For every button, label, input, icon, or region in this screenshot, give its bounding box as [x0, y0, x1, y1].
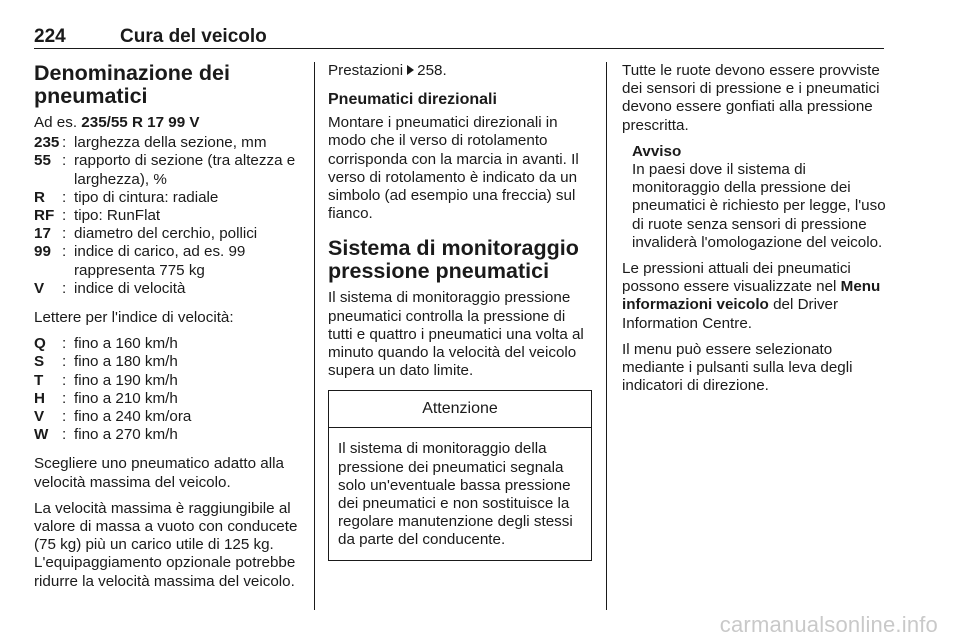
- paragraph-load-note: La velocità massima è raggiungibile al valore di massa a vuoto con conducete (75 kg) più un carico utile di 125 kg. L'equipaggiamento opzionale potrebbe ridurre la velocità massima del veicolo.: [34, 499, 298, 590]
- spec-separator: :: [62, 335, 67, 353]
- paragraph-directional: Montare i pneumatici direzionali in modo che il verso di rotolamento corrisponda con la marcia in avanti. Il verso di rotolamento è indicato da un simbolo (ad esempio una freccia) sul fianco.: [328, 114, 579, 223]
- paragraph-max-speed: Scegliere uno pneumatico adatto alla velocità massima del veicolo.: [34, 455, 284, 491]
- spec-key: 235: [34, 134, 60, 152]
- paragraph-pressures: [622, 260, 888, 333]
- column-divider: [606, 62, 607, 610]
- spec-key: RF: [34, 207, 55, 225]
- example-line: [34, 114, 300, 132]
- paragraph-menu-selection: Il menu può essere selezionato mediante i pulsanti sulla leva degli indicatori di direzione.: [622, 340, 853, 395]
- spec-key: V: [34, 408, 45, 426]
- notice-title: Avviso: [632, 142, 682, 160]
- paragraph-tpms: Il sistema di monitoraggio pressione pneumatici controlla la pressione di tutti e quattro i pneumatici una volta al minuto quando la velocità del veicolo supera un dato limite.: [328, 289, 584, 380]
- spec-key: S: [34, 353, 45, 371]
- chapter-title: Cura del veicolo: [120, 26, 267, 47]
- paragraph-sensors: Tutte le ruote devono essere provviste dei sensori di pressione e i pneumatici devono essere gonfiati alla pressione prescritta.: [622, 62, 880, 134]
- column-middle: [328, 62, 592, 561]
- spec-separator: :: [62, 152, 67, 170]
- performance-page-link[interactable]: 258.: [417, 62, 447, 79]
- spec-separator: :: [62, 207, 67, 225]
- spec-key: R: [34, 188, 45, 206]
- column-divider: [314, 62, 315, 610]
- spec-separator: :: [62, 389, 67, 407]
- spec-key: W: [34, 426, 49, 444]
- warning-text: Il sistema di monitoraggio della pressione dei pneumatici segnala solo un'eventuale bassa pressione dei pneumatici e non sostituisce la regolare manutenzione degli stessi da parte del conducente.: [338, 440, 573, 549]
- spec-row: [34, 152, 300, 188]
- spec-value: fino a 210 km/h: [74, 389, 178, 407]
- notice-box: [622, 143, 888, 252]
- column-right: [622, 62, 888, 403]
- speed-index-spec-list: [34, 335, 300, 444]
- spec-row: [34, 207, 300, 225]
- spec-value: tipo: RunFlat: [74, 207, 161, 225]
- spec-value: larghezza della sezione, mm: [74, 134, 267, 152]
- spec-row: [34, 225, 300, 243]
- spec-row: [34, 189, 300, 207]
- section-heading-tyre-designation: Denominazione dei pneumatici: [34, 61, 230, 108]
- tyre-size-spec-list: [34, 134, 300, 298]
- speed-index-intro: Lettere per l'indice di velocità:: [34, 309, 234, 327]
- spec-separator: :: [62, 134, 67, 152]
- spec-value: fino a 160 km/h: [74, 335, 178, 353]
- spec-row: [34, 372, 300, 390]
- pressures-text-end: del Driver Information Centre.: [622, 296, 839, 332]
- section-heading-tpms: Sistema di monitoraggio pressione pneumatici: [328, 236, 579, 284]
- spec-separator: :: [62, 371, 67, 389]
- pressures-text-start: Le pressioni attuali dei pneumatici possono essere visualizzate nel: [622, 260, 851, 296]
- notice-text: In paesi dove il sistema di monitoraggio della pressione dei pneumatici è richiesto per legge, l'uso di ruote senza sensori di pressione invaliderà l'omologazione del veicolo.: [632, 161, 886, 251]
- spec-key: V: [34, 279, 45, 297]
- spec-row: [34, 243, 300, 279]
- spec-key: 55: [34, 152, 51, 170]
- vehicle-info-menu-term: Menu informazioni veicolo: [622, 278, 881, 314]
- warning-box: [328, 390, 592, 560]
- column-left: [34, 62, 300, 599]
- performance-text: Prestazioni: [328, 62, 404, 79]
- warning-title: Attenzione: [329, 391, 591, 428]
- spec-separator: :: [62, 225, 67, 243]
- spec-value: fino a 190 km/h: [74, 371, 178, 389]
- spec-key: 99: [34, 243, 51, 261]
- spec-row: [34, 408, 300, 426]
- spec-value: fino a 270 km/h: [74, 426, 178, 444]
- spec-row: [34, 134, 300, 152]
- spec-value: indice di carico, ad es. 99 rappresenta 775 kg: [74, 243, 246, 279]
- page-reference-arrow-icon: [407, 65, 414, 75]
- spec-key: T: [34, 371, 44, 389]
- spec-value: fino a 240 km/ora: [74, 408, 192, 426]
- subheading-directional-tyres: Pneumatici direzionali: [328, 91, 497, 109]
- spec-separator: :: [62, 188, 67, 206]
- spec-value: tipo di cintura: radiale: [74, 188, 219, 206]
- watermark: carmanualsonline.info: [719, 612, 938, 637]
- spec-row: [34, 335, 300, 353]
- spec-value: diametro del cerchio, pollici: [74, 225, 258, 243]
- spec-key: H: [34, 389, 45, 407]
- spec-value: rapporto di sezione (tra altezza e larghezza), %: [74, 152, 296, 188]
- spec-separator: :: [62, 426, 67, 444]
- example-prefix: Ad es.: [34, 114, 78, 131]
- page-header: [34, 26, 884, 49]
- spec-row: [34, 280, 300, 298]
- spec-separator: :: [62, 408, 67, 426]
- spec-key: 17: [34, 225, 51, 243]
- spec-value: indice di velocità: [74, 279, 186, 297]
- page-number: 224: [34, 26, 66, 47]
- spec-separator: :: [62, 353, 67, 371]
- spec-key: Q: [34, 335, 46, 353]
- spec-separator: :: [62, 279, 67, 297]
- example-code: 235/55 R 17 99 V: [81, 114, 200, 131]
- spec-value: fino a 180 km/h: [74, 353, 178, 371]
- spec-row: [34, 390, 300, 408]
- spec-row: [34, 353, 300, 371]
- spec-separator: :: [62, 243, 67, 261]
- spec-row: [34, 426, 300, 444]
- performance-reference: [328, 62, 592, 80]
